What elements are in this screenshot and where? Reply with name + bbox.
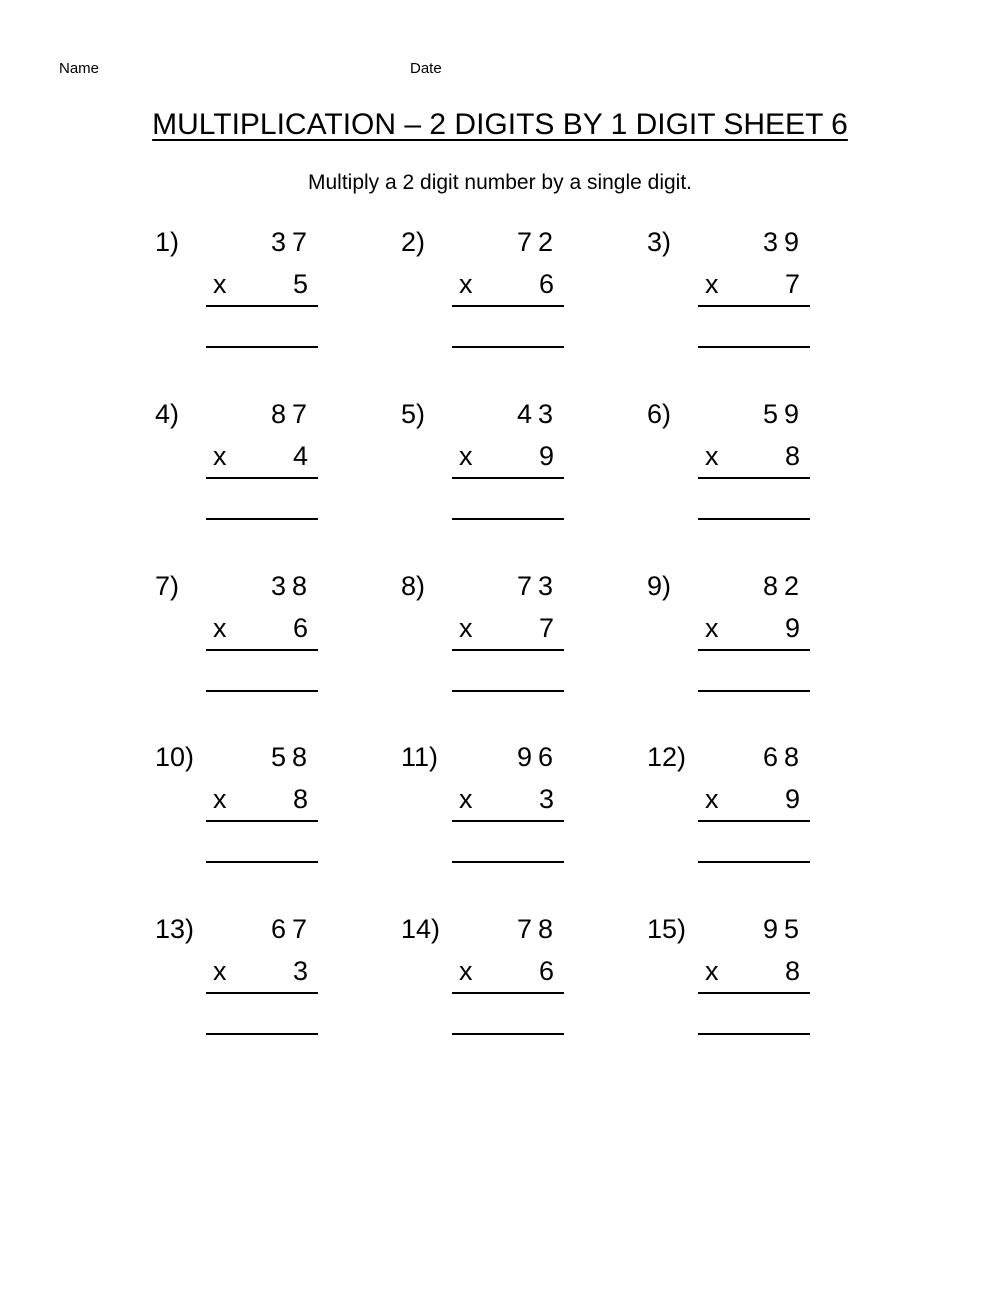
multiply-operator: x xyxy=(705,784,719,814)
multiplier: 9 xyxy=(784,613,800,643)
answer-line[interactable] xyxy=(206,346,318,348)
problem-number: 1) xyxy=(155,227,180,257)
problem-number: 3) xyxy=(647,227,672,257)
problem-13 xyxy=(155,913,355,1053)
multiplicand: 96 xyxy=(516,742,559,772)
multiplier: 6 xyxy=(292,613,308,643)
multiply-operator: x xyxy=(705,269,719,299)
multiplicand: 73 xyxy=(516,571,559,601)
problem-2 xyxy=(401,226,601,366)
answer-line[interactable] xyxy=(452,861,564,863)
problem-number: 15) xyxy=(647,914,687,944)
multiply-operator: x xyxy=(459,956,473,986)
answer-line[interactable] xyxy=(206,1033,318,1035)
problem-number: 13) xyxy=(155,914,195,944)
multiplicand: 58 xyxy=(270,742,313,772)
answer-line[interactable] xyxy=(698,346,810,348)
multiplicand: 39 xyxy=(762,227,805,257)
multiplicand: 87 xyxy=(270,399,313,429)
product-rule xyxy=(698,305,810,307)
multiplicand: 68 xyxy=(762,742,805,772)
multiplicand: 38 xyxy=(270,571,313,601)
problem-8 xyxy=(401,570,601,710)
problem-number: 12) xyxy=(647,742,687,772)
problem-5 xyxy=(401,398,601,538)
answer-line[interactable] xyxy=(452,518,564,520)
date-label: Date xyxy=(410,60,442,77)
problem-9 xyxy=(647,570,847,710)
answer-line[interactable] xyxy=(698,1033,810,1035)
problem-number: 14) xyxy=(401,914,441,944)
product-rule xyxy=(206,820,318,822)
answer-line[interactable] xyxy=(206,518,318,520)
answer-line[interactable] xyxy=(698,518,810,520)
multiplier: 3 xyxy=(538,784,554,814)
multiply-operator: x xyxy=(459,784,473,814)
multiplicand: 37 xyxy=(270,227,313,257)
problem-number: 10) xyxy=(155,742,195,772)
name-label: Name xyxy=(59,60,100,77)
multiplier: 8 xyxy=(784,441,800,471)
problem-3 xyxy=(647,226,847,366)
product-rule xyxy=(698,820,810,822)
product-rule xyxy=(452,820,564,822)
problem-number: 6) xyxy=(647,399,672,429)
product-rule xyxy=(452,305,564,307)
multiplier: 5 xyxy=(292,269,308,299)
problem-4 xyxy=(155,398,355,538)
multiplier: 6 xyxy=(538,956,554,986)
product-rule xyxy=(698,477,810,479)
multiplicand: 72 xyxy=(516,227,559,257)
answer-line[interactable] xyxy=(206,861,318,863)
product-rule xyxy=(206,649,318,651)
multiplier: 8 xyxy=(784,956,800,986)
answer-line[interactable] xyxy=(452,346,564,348)
problem-7 xyxy=(155,570,355,710)
product-rule xyxy=(206,305,318,307)
multiplicand: 59 xyxy=(762,399,805,429)
multiplier: 9 xyxy=(538,441,554,471)
product-rule xyxy=(698,649,810,651)
multiplier: 7 xyxy=(538,613,554,643)
product-rule xyxy=(206,477,318,479)
multiply-operator: x xyxy=(459,441,473,471)
multiplier: 4 xyxy=(292,441,308,471)
multiply-operator: x xyxy=(213,613,227,643)
product-rule xyxy=(452,477,564,479)
product-rule xyxy=(206,992,318,994)
multiply-operator: x xyxy=(705,956,719,986)
multiply-operator: x xyxy=(705,441,719,471)
problem-14 xyxy=(401,913,601,1053)
problem-number: 11) xyxy=(401,742,439,772)
page-title xyxy=(0,106,1000,144)
product-rule xyxy=(698,992,810,994)
multiply-operator: x xyxy=(705,613,719,643)
multiply-operator: x xyxy=(213,269,227,299)
multiplier: 9 xyxy=(784,784,800,814)
multiplier: 7 xyxy=(784,269,800,299)
multiplicand: 78 xyxy=(516,914,559,944)
multiplicand: 82 xyxy=(762,571,805,601)
problem-number: 4) xyxy=(155,399,180,429)
problem-10 xyxy=(155,741,355,881)
instruction-text: Multiply a 2 digit number by a single digit. xyxy=(307,171,693,194)
problem-15 xyxy=(647,913,847,1053)
problem-number: 9) xyxy=(647,571,672,601)
multiplicand: 67 xyxy=(270,914,313,944)
answer-line[interactable] xyxy=(452,1033,564,1035)
page-title-text: MULTIPLICATION – 2 DIGITS BY 1 DIGIT SHEET 6 xyxy=(152,108,848,141)
answer-line[interactable] xyxy=(206,690,318,692)
multiply-operator: x xyxy=(459,613,473,643)
multiply-operator: x xyxy=(459,269,473,299)
problem-1 xyxy=(155,226,355,366)
problem-6 xyxy=(647,398,847,538)
answer-line[interactable] xyxy=(698,861,810,863)
multiplier: 6 xyxy=(538,269,554,299)
problem-number: 7) xyxy=(155,571,180,601)
multiplicand: 95 xyxy=(762,914,805,944)
multiply-operator: x xyxy=(213,956,227,986)
product-rule xyxy=(452,649,564,651)
problem-number: 8) xyxy=(401,571,426,601)
multiplicand: 43 xyxy=(516,399,559,429)
problem-11 xyxy=(401,741,601,881)
multiply-operator: x xyxy=(213,784,227,814)
multiply-operator: x xyxy=(213,441,227,471)
problem-12 xyxy=(647,741,847,881)
problem-number: 5) xyxy=(401,399,426,429)
product-rule xyxy=(452,992,564,994)
answer-line[interactable] xyxy=(452,690,564,692)
answer-line[interactable] xyxy=(698,690,810,692)
multiplier: 8 xyxy=(292,784,308,814)
problem-number: 2) xyxy=(401,227,426,257)
multiplier: 3 xyxy=(292,956,308,986)
